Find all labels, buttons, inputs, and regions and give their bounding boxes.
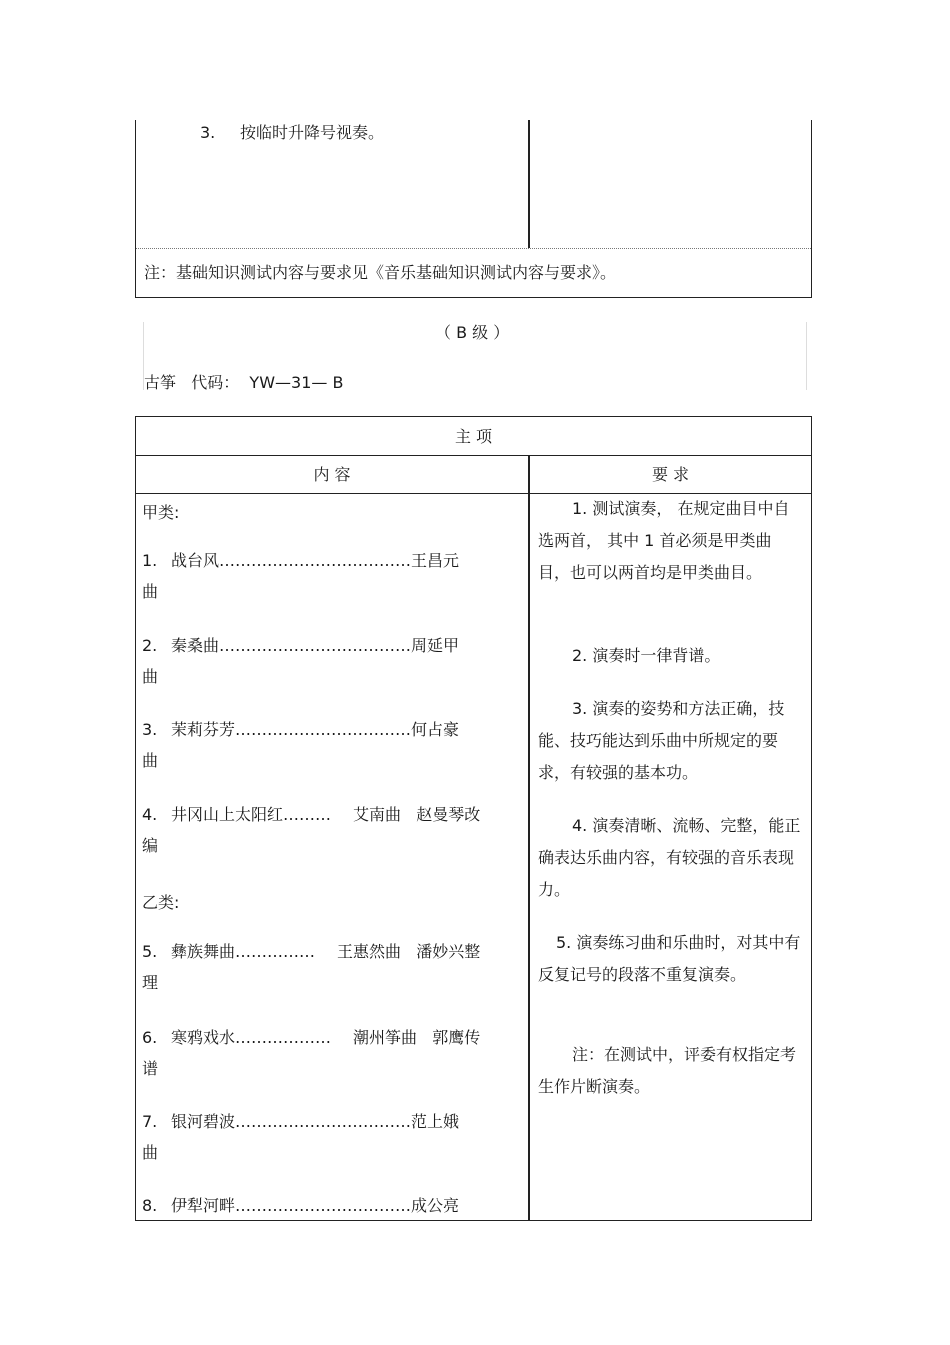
list-item <box>142 545 522 607</box>
piece-wrap: 理 <box>142 973 159 992</box>
list-item <box>142 1106 522 1168</box>
piece-wrap: 编 <box>142 836 159 855</box>
piece-number: 2. <box>142 636 158 655</box>
header-divider <box>136 455 811 456</box>
column-header-content: 内 容 <box>313 465 351 484</box>
list-item-3 <box>200 120 384 143</box>
category-label: 甲类: <box>142 503 180 522</box>
leader-dots: ……… <box>283 805 332 824</box>
table-border-bottom <box>135 297 812 298</box>
piece-number: 8. <box>142 1196 158 1215</box>
list-item <box>142 714 522 776</box>
requirement-wrapper <box>538 927 802 991</box>
requirement-note: 注：在测试中，评委有权指定考生作片断演奏。 <box>538 1045 797 1096</box>
piece-title: 银河碧波 <box>171 1112 236 1131</box>
piece-credit: 范上娥 <box>411 1112 460 1131</box>
piece-credit: 王昌元 <box>411 551 460 570</box>
list-item <box>142 630 522 692</box>
dotted-divider <box>136 248 811 249</box>
piece-number: 4. <box>142 805 158 824</box>
piece-credit: 王惠然曲 潘妙兴整 <box>337 942 481 961</box>
requirement-wrapper <box>538 693 802 789</box>
instrument-code: 古筝 代码： YW—31— B <box>144 373 344 392</box>
leader-dots: …………………………… <box>235 1196 412 1215</box>
column-header-requirements: 要 求 <box>651 465 690 484</box>
piece-wrap: 曲 <box>142 667 159 686</box>
requirement-item: 3. 演奏的姿势和方法正确，技能、技巧能达到乐曲中所规定的要求，有较强的基本功。 <box>538 699 785 782</box>
piece-credit: 艾南曲 赵曼琴改 <box>353 805 481 824</box>
piece-credit: 何占豪 <box>411 720 460 739</box>
piece-wrap: 曲 <box>142 582 159 601</box>
leader-dots: ……………… <box>235 1028 332 1047</box>
leader-dots: ……………………………… <box>219 551 412 570</box>
level-heading: （ B 级 ） <box>435 323 510 342</box>
piece-title: 井冈山上太阳红 <box>171 805 284 824</box>
piece-title: 秦桑曲 <box>171 636 220 655</box>
list-item <box>142 1190 522 1221</box>
piece-credit: 潮州筝曲 郭鹰传 <box>353 1028 481 1047</box>
table-border-right <box>811 120 812 298</box>
list-item <box>142 799 522 861</box>
requirement-item: 4. 演奏清晰、流畅、完整，能正确表达乐曲内容，有较强的音乐表现力。 <box>538 816 801 899</box>
item-number: 3. <box>200 123 216 142</box>
piece-title: 伊犁河畔 <box>171 1196 236 1215</box>
margin-line-right <box>806 322 807 390</box>
requirement-wrapper <box>538 640 802 672</box>
leader-dots: …………… <box>235 942 316 961</box>
leader-dots: …………………………… <box>235 1112 412 1131</box>
category-label: 乙类: <box>142 893 180 912</box>
piece-number: 7. <box>142 1112 158 1131</box>
table-divider <box>528 120 530 248</box>
piece-credit: 成公亮 <box>411 1196 460 1215</box>
leader-dots: …………………………… <box>235 720 412 739</box>
piece-number: 3. <box>142 720 158 739</box>
piece-number: 5. <box>142 942 158 961</box>
table-title: 主 项 <box>454 427 493 446</box>
piece-wrap: 曲 <box>142 1143 159 1162</box>
leader-dots: ……………………………… <box>219 636 412 655</box>
requirement-item: 2. 演奏时一律背谱。 <box>572 646 721 665</box>
list-item <box>142 1022 522 1084</box>
item-text: 按临时升降号视奏。 <box>240 123 385 142</box>
piece-number: 1. <box>142 551 158 570</box>
piece-credit: 周延甲 <box>411 636 460 655</box>
piece-title: 茉莉芬芳 <box>171 720 236 739</box>
requirement-wrapper <box>538 810 802 906</box>
piece-number: 6. <box>142 1028 158 1047</box>
piece-title: 战台风 <box>171 551 220 570</box>
piece-wrap: 谱 <box>142 1059 159 1078</box>
list-item <box>142 936 522 998</box>
requirement-item: 1. 测试演奏， 在规定曲目中自选两首， 其中 1 首必须是甲类曲目，也可以两首均是甲类曲目。 <box>538 499 790 582</box>
requirements-list <box>538 493 802 589</box>
piece-wrap: 曲 <box>142 751 159 770</box>
piece-title: 寒鸦戏水 <box>171 1028 236 1047</box>
table-border-left <box>135 120 136 298</box>
requirement-wrapper <box>538 1039 802 1103</box>
footnote: 注：基础知识测试内容与要求见《音乐基础知识测试内容与要求》。 <box>144 263 617 282</box>
column-divider <box>528 455 530 1220</box>
requirement-item: 5. 演奏练习曲和乐曲时，对其中有反复记号的段落不重复演奏。 <box>538 933 801 984</box>
piece-title: 彝族舞曲 <box>171 942 236 961</box>
